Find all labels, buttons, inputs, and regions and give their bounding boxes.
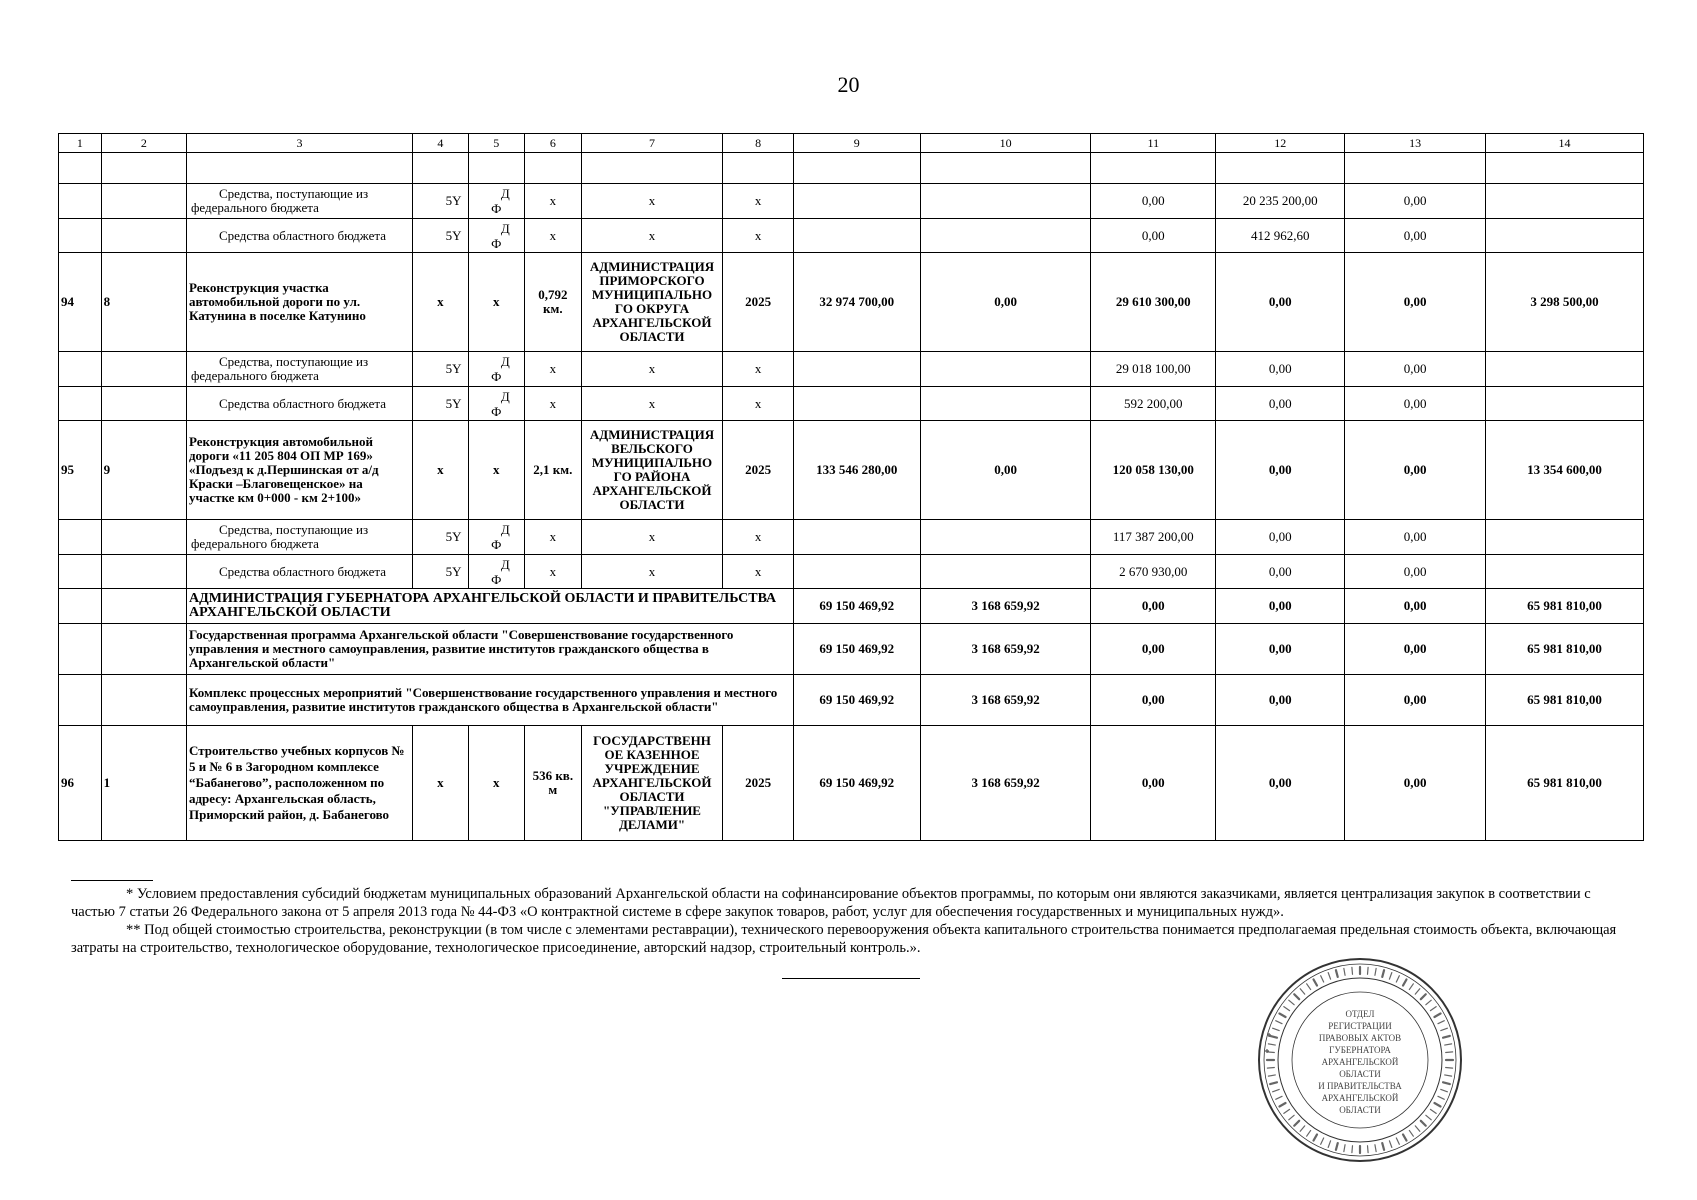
cell: 0,00 — [1216, 387, 1345, 421]
funding-source-label: Средства областного бюджета — [218, 563, 386, 579]
year-cell: 2025 — [723, 726, 793, 841]
cell: х — [468, 421, 525, 520]
svg-text:ОТДЕЛ: ОТДЕЛ — [1345, 1009, 1375, 1019]
df-code: Д Ф — [491, 556, 510, 587]
cell: 0,00 — [1216, 520, 1345, 555]
cell: 2 670 930,00 — [1091, 555, 1216, 589]
cell: 0,00 — [1345, 219, 1486, 253]
customer-cell: ГОСУДАРСТВЕНН ОЕ КАЗЕННОЕ УЧРЕЖДЕНИЕ АРХАНГЕЛЬСКОЙ ОБЛАСТИ "УПРАВЛЕНИЕ ДЕЛАМИ" — [581, 726, 723, 841]
funding-source-label: Средства, поступающие из федерального бюджета — [190, 186, 369, 215]
cell: 0,00 — [1345, 352, 1486, 387]
funding-source-label: Средства областного бюджета — [218, 395, 386, 411]
cell: 0,00 — [1091, 589, 1216, 624]
cell: 0,00 — [1091, 726, 1216, 841]
cell: 0,00 — [1345, 421, 1486, 520]
row-number: 96 — [59, 726, 102, 841]
cell: 3 168 659,92 — [920, 589, 1091, 624]
object-name: Реконструкция автомобильной дороги «11 205 804 ОП МР 169» «Подъезд к д.Першинская от а/д Краски –Благовещенское» на участке км 0+000 - км 2+100» — [186, 421, 412, 520]
column-header: 12 — [1216, 134, 1345, 153]
cell: 0,00 — [920, 253, 1091, 352]
column-header: 13 — [1345, 134, 1486, 153]
cell: 69 150 469,92 — [793, 675, 920, 726]
svg-text:РЕГИСТРАЦИИ: РЕГИСТРАЦИИ — [1328, 1021, 1392, 1031]
cell: 5Y — [413, 387, 468, 421]
cell: 0,00 — [1345, 520, 1486, 555]
svg-text:АРХАНГЕЛЬСКОЙ: АРХАНГЕЛЬСКОЙ — [1321, 1057, 1399, 1067]
column-header: 5 — [468, 134, 525, 153]
section-title: АДМИНИСТРАЦИЯ ГУБЕРНАТОРА АРХАНГЕЛЬСКОЙ ОБЛАСТИ И ПРАВИТЕЛЬСТВА АРХАНГЕЛЬСКОЙ ОБЛАСТИ — [186, 589, 793, 624]
cell: 3 298 500,00 — [1486, 253, 1644, 352]
df-code: Д Ф — [491, 186, 510, 216]
cell: х — [723, 520, 793, 555]
cell: 5Y — [413, 352, 468, 387]
capacity-cell: 0,792 км. — [525, 253, 582, 352]
row-number: 95 — [59, 421, 102, 520]
item-number: 1 — [101, 726, 186, 841]
cell: 5Y — [413, 555, 468, 589]
cell: 0,00 — [1216, 421, 1345, 520]
column-header: 6 — [525, 134, 582, 153]
table-row — [59, 219, 1644, 253]
table-row — [59, 520, 1644, 555]
cell: 32 974 700,00 — [793, 253, 920, 352]
cell: х — [468, 726, 525, 841]
cell: 0,00 — [1345, 555, 1486, 589]
cell: 0,00 — [1216, 253, 1345, 352]
column-header: 11 — [1091, 134, 1216, 153]
capacity-cell: 536 кв. м — [525, 726, 582, 841]
cell: 0,00 — [1345, 253, 1486, 352]
cell: х — [581, 387, 723, 421]
cell: 3 168 659,92 — [920, 726, 1091, 841]
cell: 412 962,60 — [1216, 219, 1345, 253]
cell: 29 018 100,00 — [1091, 352, 1216, 387]
column-header: 10 — [920, 134, 1091, 153]
section-row — [59, 589, 1644, 624]
cell: х — [723, 387, 793, 421]
cell: 69 150 469,92 — [793, 589, 920, 624]
cell: 5Y — [413, 184, 468, 219]
official-seal — [1255, 955, 1465, 1165]
cell: 0,00 — [1216, 675, 1345, 726]
funding-source-label: Средства, поступающие из федерального бюджета — [190, 522, 369, 551]
section-title: Государственная программа Архангельской области "Совершенствование государственного управления и местного самоуправления, развитие институтов гражданского общества в Архангельской области" — [186, 624, 793, 675]
footnote-divider — [71, 880, 153, 881]
cell: 29 610 300,00 — [1091, 253, 1216, 352]
cell: х — [525, 352, 582, 387]
cell: 0,00 — [920, 421, 1091, 520]
cell: х — [413, 421, 468, 520]
cell: х — [525, 184, 582, 219]
cell: 0,00 — [1091, 675, 1216, 726]
section-row — [59, 624, 1644, 675]
cell: 3 168 659,92 — [920, 624, 1091, 675]
cell: х — [723, 184, 793, 219]
cell: 0,00 — [1216, 555, 1345, 589]
svg-text:ГУБЕРНАТОРА: ГУБЕРНАТОРА — [1329, 1045, 1391, 1055]
svg-text:И ПРАВИТЕЛЬСТВА: И ПРАВИТЕЛЬСТВА — [1318, 1081, 1402, 1091]
page-number: 20 — [837, 72, 860, 97]
cell: х — [413, 726, 468, 841]
budget-table — [58, 133, 1644, 841]
df-code: Д Ф — [491, 220, 510, 251]
cell: 0,00 — [1345, 726, 1486, 841]
svg-text:ПРАВОВЫХ АКТОВ: ПРАВОВЫХ АКТОВ — [1318, 1033, 1402, 1043]
cell: 5Y — [413, 520, 468, 555]
item-number: 8 — [101, 253, 186, 352]
cell: х — [723, 219, 793, 253]
cell: 592 200,00 — [1091, 387, 1216, 421]
column-header: 9 — [793, 134, 920, 153]
cell: 69 150 469,92 — [793, 624, 920, 675]
cell: х — [525, 520, 582, 555]
cell: 0,00 — [1345, 589, 1486, 624]
cell: 0,00 — [1216, 624, 1345, 675]
cell: х — [723, 352, 793, 387]
table-row — [59, 555, 1644, 589]
column-header: 4 — [413, 134, 468, 153]
item-number: 9 — [101, 421, 186, 520]
cell: х — [581, 555, 723, 589]
table-row — [59, 253, 1644, 352]
cell: 65 981 810,00 — [1486, 624, 1644, 675]
cell: 120 058 130,00 — [1091, 421, 1216, 520]
cell: 0,00 — [1345, 624, 1486, 675]
cell: 20 235 200,00 — [1216, 184, 1345, 219]
column-header: 2 — [101, 134, 186, 153]
customer-cell: АДМИНИСТРАЦИЯ ПРИМОРСКОГО МУНИЦИПАЛЬНО ГО ОКРУГА АРХАНГЕЛЬСКОЙ ОБЛАСТИ — [581, 253, 723, 352]
customer-cell: АДМИНИСТРАЦИЯ ВЕЛЬСКОГО МУНИЦИПАЛЬНО ГО РАЙОНА АРХАНГЕЛЬСКОЙ ОБЛАСТИ — [581, 421, 723, 520]
cell: 0,00 — [1345, 387, 1486, 421]
column-header: 3 — [186, 134, 412, 153]
cell: 0,00 — [1216, 352, 1345, 387]
footnotes — [71, 885, 1631, 957]
cell: х — [413, 253, 468, 352]
svg-text:ОБЛАСТИ: ОБЛАСТИ — [1339, 1105, 1381, 1115]
year-cell: 2025 — [723, 253, 793, 352]
object-name: Реконструкция участка автомобильной дороги по ул. Катунина в поселке Катунино — [186, 253, 412, 352]
cell: 13 354 600,00 — [1486, 421, 1644, 520]
table-row — [59, 726, 1644, 841]
cell: х — [525, 387, 582, 421]
cell: 3 168 659,92 — [920, 675, 1091, 726]
df-code: Д Ф — [491, 354, 510, 384]
section-row — [59, 675, 1644, 726]
cell: 0,00 — [1091, 219, 1216, 253]
year-cell: 2025 — [723, 421, 793, 520]
column-header: 7 — [581, 134, 723, 153]
cell: 0,00 — [1216, 726, 1345, 841]
cell: 65 981 810,00 — [1486, 589, 1644, 624]
table-row — [59, 184, 1644, 219]
svg-text:ОБЛАСТИ: ОБЛАСТИ — [1339, 1069, 1381, 1079]
empty-row — [59, 153, 1644, 184]
cell: х — [525, 219, 582, 253]
cell: х — [525, 555, 582, 589]
funding-source-label: Средства областного бюджета — [218, 227, 386, 243]
row-number: 94 — [59, 253, 102, 352]
column-header: 1 — [59, 134, 102, 153]
cell: х — [468, 253, 525, 352]
cell: 0,00 — [1091, 624, 1216, 675]
cell: 69 150 469,92 — [793, 726, 920, 841]
funding-source-label: Средства, поступающие из федерального бюджета — [190, 354, 369, 383]
cell: 117 387 200,00 — [1091, 520, 1216, 555]
cell: х — [581, 219, 723, 253]
cell: 65 981 810,00 — [1486, 675, 1644, 726]
cell: х — [581, 352, 723, 387]
cell: 0,00 — [1216, 589, 1345, 624]
table-row — [59, 352, 1644, 387]
capacity-cell: 2,1 км. — [525, 421, 582, 520]
cell: 0,00 — [1091, 184, 1216, 219]
column-header: 8 — [723, 134, 793, 153]
footnote-2: ** Под общей стоимостью строительства, реконструкции (в том числе с элементами реставрации), технического перевооружения объекта капитального строительства понимается предполагаемая предельная стоимость объекта, включающая затраты на строительство, технологическое оборудование, технологическое присоединение, авторский надзор, строительный контроль.». — [71, 922, 1617, 956]
cell: 0,00 — [1345, 675, 1486, 726]
df-code: Д Ф — [491, 388, 510, 419]
cell: 133 546 280,00 — [793, 421, 920, 520]
footnote-1: * Условием предоставления субсидий бюджетам муниципальных образований Архангельской области на софинансирование объектов программы, по которым они являются заказчиками, является централизация закупок в соответствии с частью 7 статьи 26 Федерального закона от 5 апреля 2013 года № 44-ФЗ «О контрактной системе в сфере закупок товаров, работ, услуг для обеспечения государственных и муниципальных нужд». — [71, 886, 1591, 920]
end-divider — [782, 978, 920, 979]
svg-text:АРХАНГЕЛЬСКОЙ: АРХАНГЕЛЬСКОЙ — [1321, 1093, 1399, 1103]
column-number-row — [59, 134, 1644, 153]
table-row — [59, 421, 1644, 520]
cell: 5Y — [413, 219, 468, 253]
object-name: Строительство учебных корпусов № 5 и № 6 в Загородном комплексе “Бабанегово”, расположенном по адресу: Архангельская область, Приморский район, д. Бабанегово — [186, 726, 412, 841]
table-row — [59, 387, 1644, 421]
cell: х — [581, 520, 723, 555]
cell: х — [723, 555, 793, 589]
cell: 0,00 — [1345, 184, 1486, 219]
cell: 65 981 810,00 — [1486, 726, 1644, 841]
column-header: 14 — [1486, 134, 1644, 153]
section-title: Комплекс процессных мероприятий "Совершенствование государственного управления и местного самоуправления, развитие институтов гражданского общества в Архангельской области" — [186, 675, 793, 726]
cell: х — [581, 184, 723, 219]
df-code: Д Ф — [491, 522, 510, 552]
